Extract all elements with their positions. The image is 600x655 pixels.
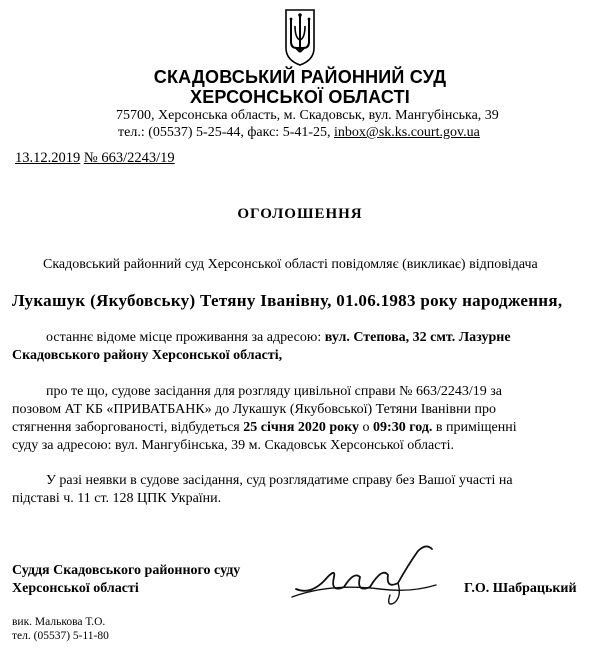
judge-position-line2: Херсонської області [12, 581, 139, 596]
announcement-title: ОГОЛОШЕННЯ [237, 206, 363, 222]
hearing-line2: позовом АТ КБ «ПРИВАТБАНК» до Лукашук (Якубовської) Тетяни Іванівни про [12, 402, 496, 417]
judge-name: Г.О. Шабрацький [464, 581, 577, 596]
hearing-line3 [12, 419, 517, 437]
hearing-time: 09:30 год. [373, 420, 433, 435]
defendant-line: Лукашук (Якубовську) Тетяну Іванівну, 01.06.1983 року народження, [12, 291, 563, 310]
hearing-line1: про те що, судове засідання для розгляду цивільної справи № 663/2243/19 за [46, 384, 503, 399]
trident-coat-of-arms-icon [283, 8, 317, 66]
judge-position-line1: Суддя Скадовського районного суду [12, 563, 241, 578]
document-number: № 663/2243/19 [83, 150, 175, 166]
executor-name: вик. Малькова Т.О. [12, 616, 106, 628]
residence-label: останнє відоме місце проживання за адресою: [46, 330, 325, 345]
absence-line1: У разі неявки в судове засідання, суд розглядатиме справу без Вашої участі на [46, 473, 513, 488]
document-date: 13.12.2019 [15, 150, 81, 166]
court-name-line2: ХЕРСОНСЬКОЇ ОБЛАСТІ [189, 87, 411, 107]
hearing-text-c: о [359, 420, 374, 435]
court-email-link[interactable]: inbox@sk.ks.court.gov.ua [334, 125, 480, 140]
intro-paragraph: Скадовський районний суд Херсонської області повідомляє (викликає) відповідача [43, 257, 538, 272]
court-name-line1: СКАДОВСЬКИЙ РАЙОННИЙ СУД [153, 67, 447, 87]
executor-phone: тел. (05537) 5-11-80 [12, 630, 109, 642]
hearing-date: 25 січня 2020 року [243, 420, 360, 435]
court-contacts [118, 125, 480, 141]
hearing-line4: суду за адресою: вул. Мангубінська, 39 м. Скадовськ Херсонської області. [12, 438, 454, 453]
document-reference [15, 150, 175, 167]
hearing-text-a: стягнення заборгованості, відбудеться [12, 420, 244, 435]
hearing-text-e: в приміщенні [432, 420, 517, 435]
contacts-phone-fax: тел.: (05537) 5-25-44, факс: 5-41-25, [118, 125, 335, 140]
court-address: 75700, Херсонська область, м. Скадовськ, вул. Мангубінська, 39 [116, 108, 499, 123]
residence-line2: Скадовського району Херсонської області, [12, 348, 283, 363]
handwritten-signature [290, 537, 440, 609]
residence-line1 [46, 329, 511, 347]
absence-line2: підставі ч. 11 ст. 128 ЦПК України. [12, 491, 222, 506]
residence-street: вул. Степова, 32 смт. Лазурне [324, 330, 511, 345]
